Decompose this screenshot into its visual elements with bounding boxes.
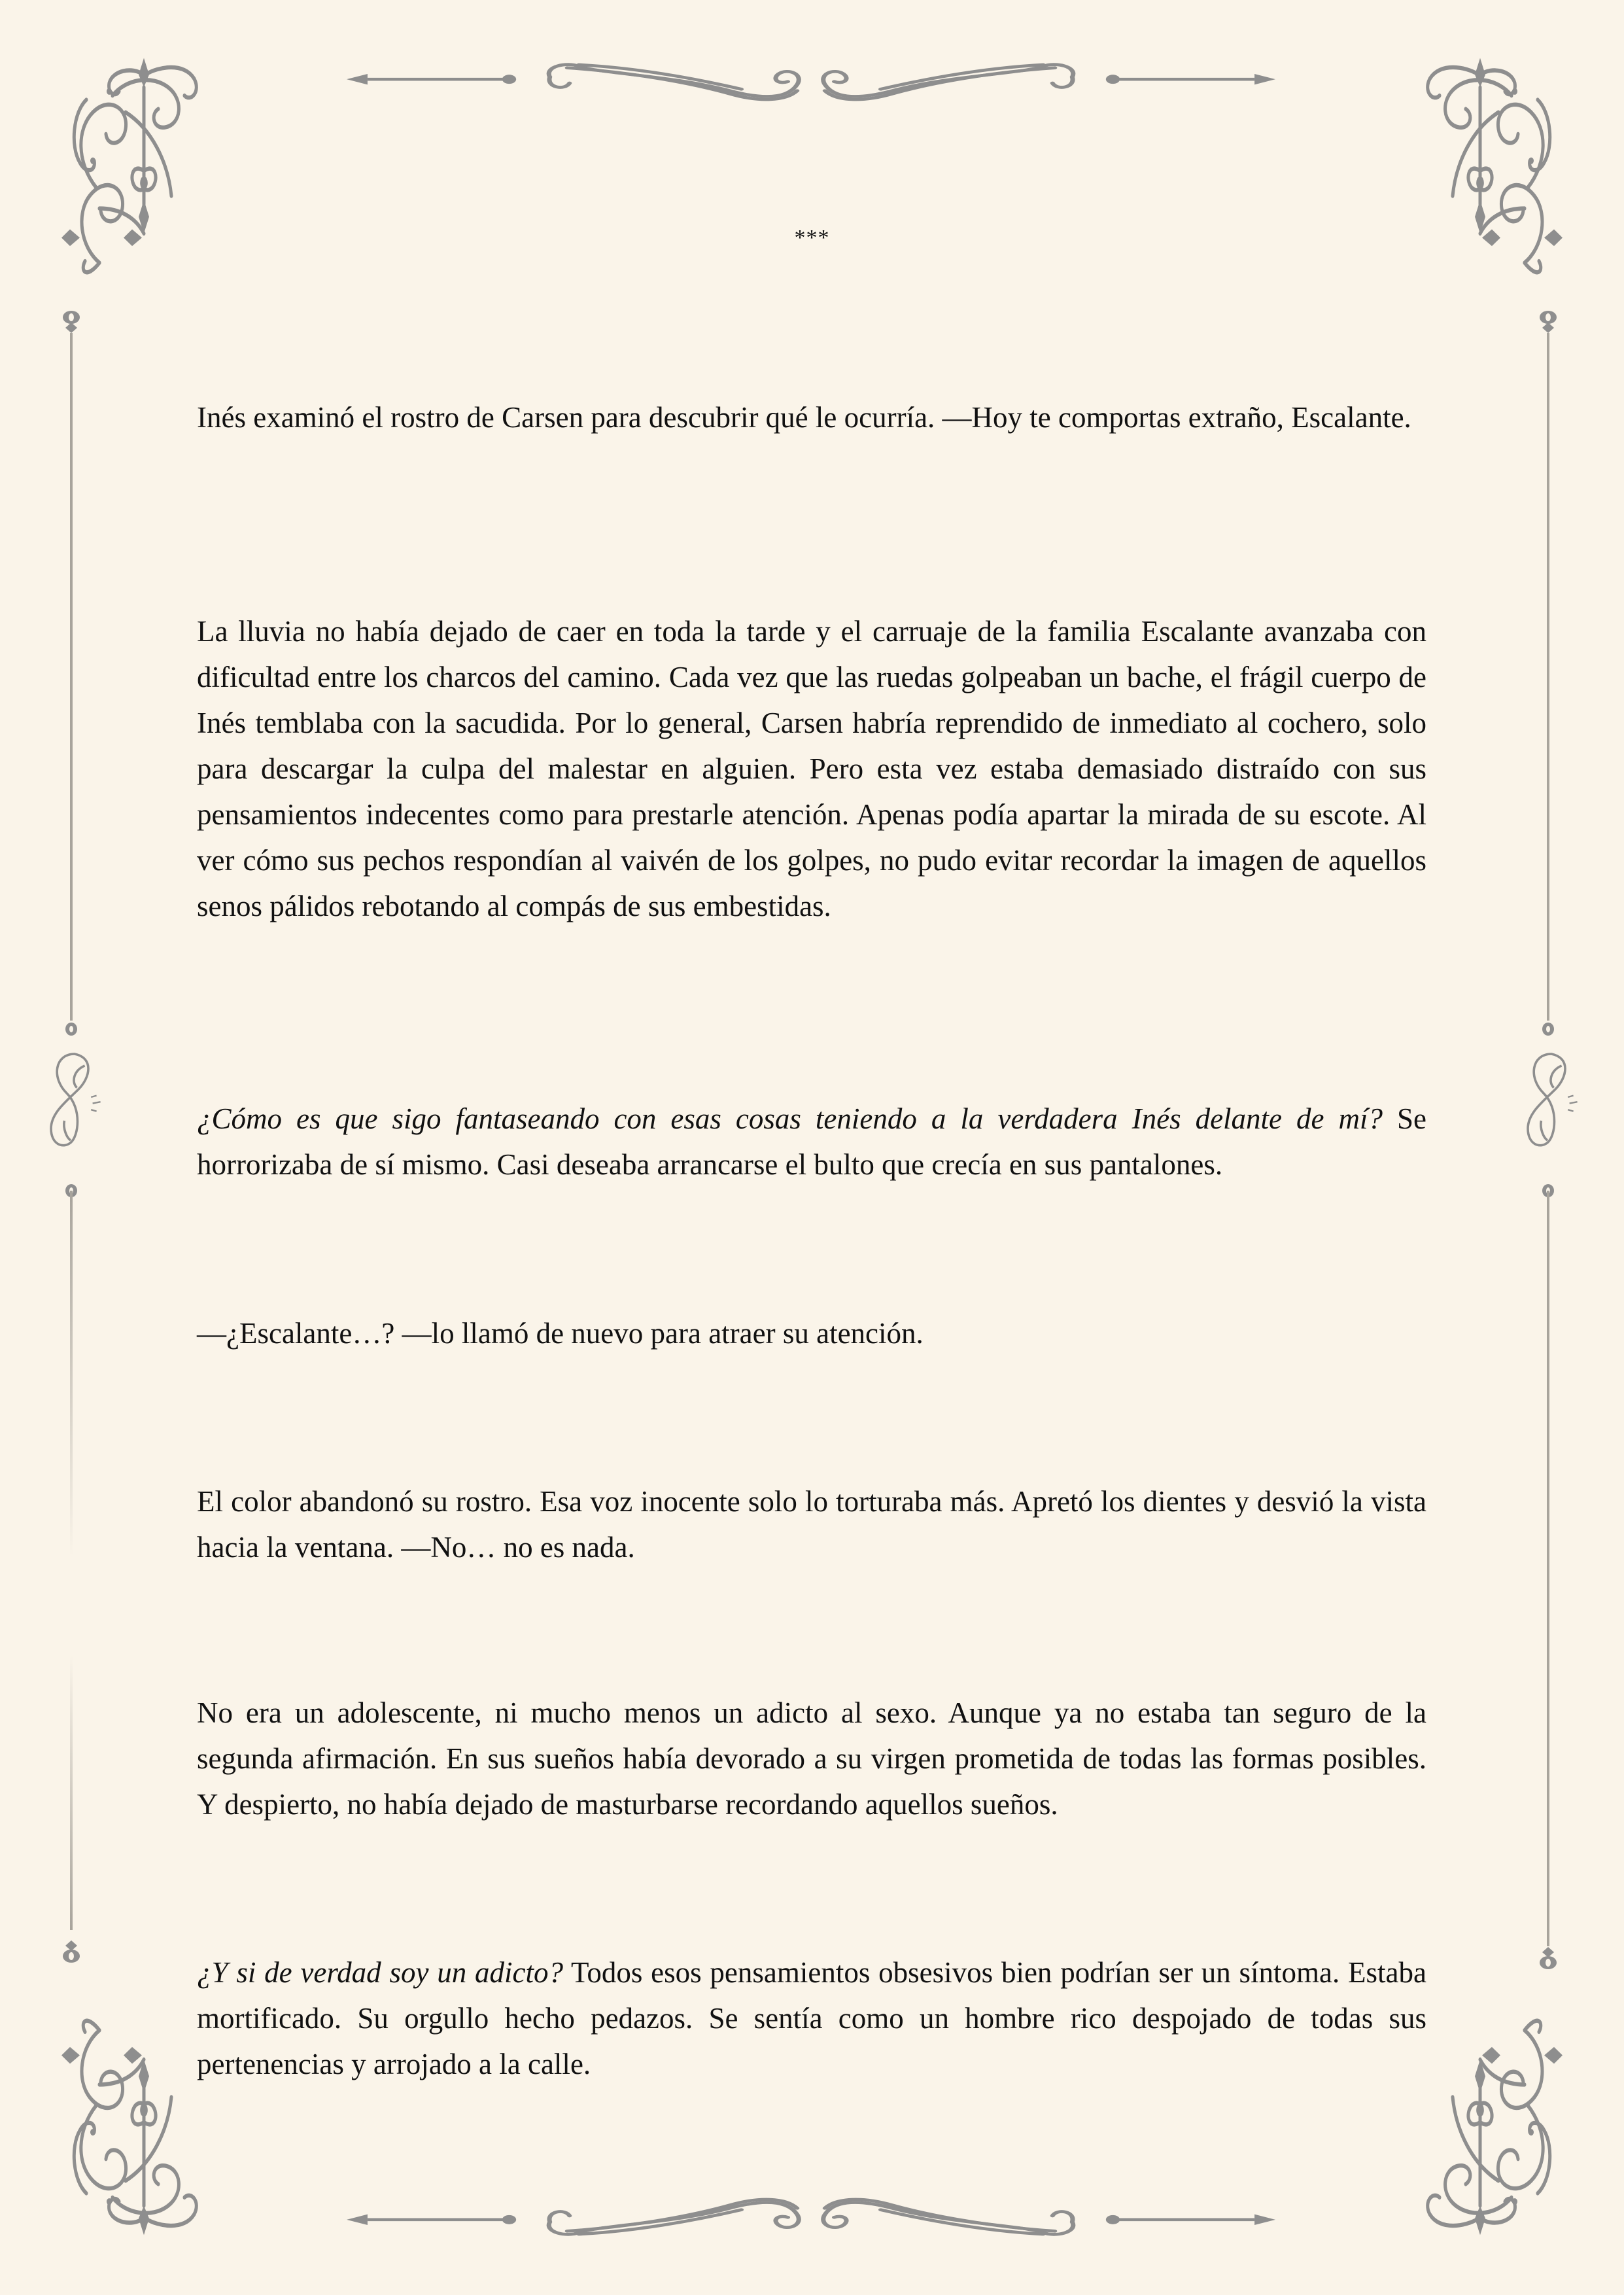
infinity-knot-icon	[47, 1050, 106, 1148]
corner-flourish-icon	[60, 62, 217, 288]
infinity-knot-icon	[1524, 1050, 1583, 1148]
paragraph: El color abandonó su rostro. Esa voz inocente solo lo torturaba más. Apretó los dientes y desvió la vista hacia la ventana. —No… no es nada.	[197, 1485, 1426, 1564]
inner-thought: ¿Y si de verdad soy un adicto?	[197, 1956, 563, 1989]
side-pin-rule-icon	[61, 1178, 81, 1570]
paragraph: La lluvia no había dejado de caer en toda la tarde y el carruaje de la familia Escalante avanzaba con dificultad entre los charcos del camino. Cada vez que las ruedas golpeaban un bache, el frágil cuerpo de Inés temblaba con la sacudida. Por lo general, Carsen habría reprendido de inmediato al cochero, solo para descargar la culpa del malestar en alguien. Pero esta vez estaba demasiado distraído con sus pensamientos indecentes como para prestarle atención. Apenas podía apartar la mirada de su escote. Al ver cómo sus pechos respondían al vaivén de los golpes, no pudo evitar recordar la imagen de aquellos senos pálidos rebotando al compás de sus embestidas.	[197, 615, 1426, 922]
paragraph: Inés examinó el rostro de Carsen para descubrir qué le ocurría. —Hoy te comportas extraño, Escalante.	[197, 401, 1411, 434]
paragraph: ¿Y si de verdad soy un adicto? Todos esos pensamientos obsesivos bien podrían ser un síntoma. Estaba mortificado. Su orgullo hecho pedazos. Se sentía como un hombre rico despojado de todas sus pertenencias y arrojado a la calle.	[197, 1956, 1426, 2080]
corner-flourish-icon	[60, 2005, 217, 2231]
bottom-scroll-divider-icon	[347, 2193, 1275, 2239]
paragraph: —¿Escalante…? —lo llamó de nuevo para atraer su atención.	[197, 1317, 924, 1350]
scene-break: ***	[794, 226, 830, 250]
corner-flourish-icon	[1407, 62, 1564, 288]
top-scroll-divider-icon	[347, 60, 1275, 106]
side-pin-rule-icon	[1538, 1178, 1558, 1969]
paragraph: ¿Cómo es que sigo fantaseando con esas cosas teniendo a la verdadera Inés delante de mí? Se horrorizaba de sí mismo. Casi deseaba arrancarse el bulto que crecía en sus pantalones.	[197, 1102, 1426, 1181]
inner-thought: ¿Cómo es que sigo fantaseando con esas cosas teniendo a la verdadera Inés delante de mí?	[197, 1102, 1383, 1135]
corner-flourish-icon	[1407, 2005, 1564, 2231]
side-pin-rule-icon	[61, 311, 81, 1037]
side-pin-rule-icon	[61, 1655, 81, 1963]
paragraph: No era un adolescente, ni mucho menos un adicto al sexo. Aunque ya no estaba tan seguro de la segunda afirmación. En sus sueños había devorado a su virgen prometida de todas las formas posibles. Y despierto, no había dejado de masturbarse recordando aquellos sueños.	[197, 1696, 1426, 1821]
side-pin-rule-icon	[1538, 311, 1558, 1037]
